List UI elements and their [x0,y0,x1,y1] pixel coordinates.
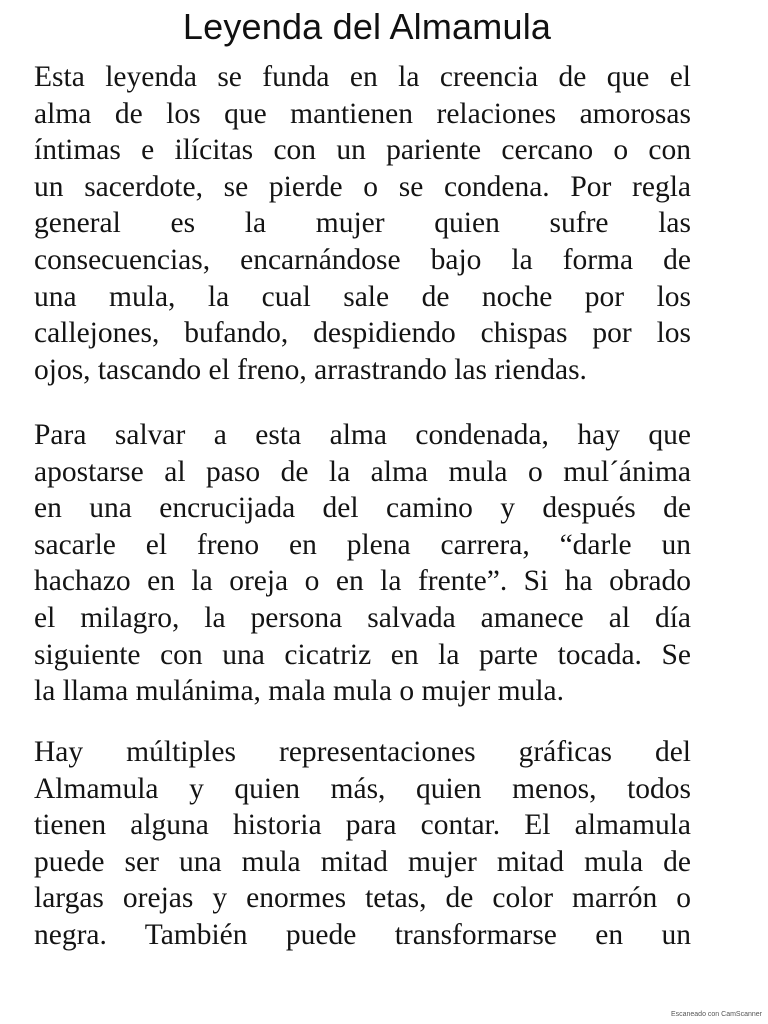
text-line: Para salvar a esta alma condenada, hay que [34,419,691,451]
scanner-watermark: Escaneado con CamScanner [670,1011,762,1018]
paragraph-3 [34,734,691,954]
text-line: callejones, bufando, despidiendo chispas por los [34,317,691,350]
text-line: siguiente con una cicatriz en la parte tocada. Se [34,638,691,671]
text-line: largas orejas y enormes tetas, de color marrón o [34,882,691,915]
text-line: Hay múltiples representaciones gráficas del [34,736,691,768]
paragraph-2 [34,417,691,710]
text-line: Almamula y quien más, quien menos, todos [34,772,691,805]
text-line: general es la mujer quien sufre las [34,207,691,240]
text-line: Esta leyenda se funda en la creencia de que el [34,61,691,93]
text-line: un sacerdote, se pierde o se condena. Por regla [34,170,691,203]
paragraph-1 [34,59,691,388]
text-line: tienen alguna historia para contar. El almamula [34,809,691,842]
text-line: la llama mulánima, mala mula o mujer mula. [34,675,565,708]
page-title: Leyenda del Almamula [182,6,552,47]
text-line: consecuencias, encarnándose bajo la forma de [34,243,691,276]
text-line: alma de los que mantienen relaciones amorosas [34,97,691,130]
text-line: íntimas e ilícitas con un pariente cercano o con [34,134,691,167]
text-line: hachazo en la oreja o en la frente”. Si ha obrado [34,565,691,598]
text-line: negra. También puede transformarse en un [34,918,691,951]
text-line: puede ser una mula mitad mujer mitad mula de [34,845,691,878]
text-line: sacarle el freno en plena carrera, “darle un [34,528,691,561]
text-line: apostarse al paso de la alma mula o mul´ánima [34,455,691,488]
text-line: ojos, tascando el freno, arrastrando las riendas. [34,353,587,386]
text-line: una mula, la cual sale de noche por los [34,280,691,313]
text-line: el milagro, la persona salvada amanece al día [34,601,691,634]
text-line: en una encrucijada del camino y después de [34,492,691,525]
